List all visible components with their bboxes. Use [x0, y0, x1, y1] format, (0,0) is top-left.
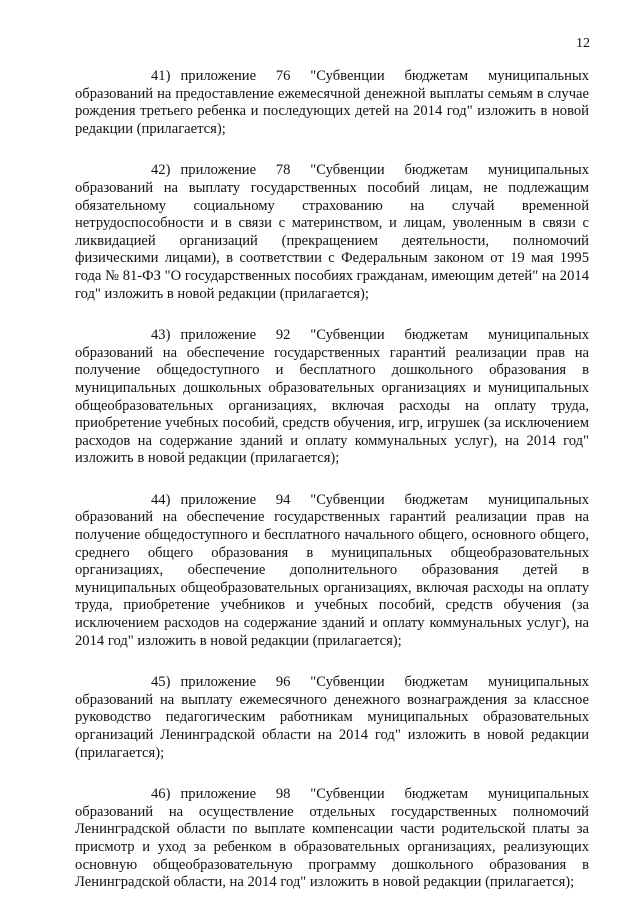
paragraph-text: приложение 92 "Субвенции бюджетам муниципальных образований на обеспечение государственных гарантий реализации прав на получение общедоступного и бесплатного дошкольного образования в муниципальных дошкольных образовательных организациях и муниципальных общеобразовательных организациях, включая расходы на оплату труда, приобретение учебных пособий, средств обучения, игр, игрушек (за исключением расходов на содержание зданий и оплату коммунальных услуг), на 2014 год" изложить в новой редакции (прилагается); [75, 327, 589, 467]
paragraph-item [75, 327, 589, 468]
paragraph-item [75, 68, 589, 138]
paragraph-item [75, 492, 589, 650]
paragraph-item [75, 674, 589, 762]
paragraph-number: 43) [151, 327, 171, 344]
paragraph-item [75, 162, 589, 303]
paragraph-number: 41) [151, 68, 171, 84]
paragraph-number: 42) [151, 162, 171, 179]
paragraph-number: 44) [151, 491, 171, 508]
paragraph-text: приложение 94 "Субвенции бюджетам муниципальных образований на обеспечение государственных гарантий реализации прав на получение общедоступного и бесплатного начального общего, основного общего, среднего общего образования в муниципальных общеобразовательных организациях, обеспечение дополнительного образования детей в муниципальных общеобразовательных организациях, включая расходы на оплату труда, приобретение учебников и учебных пособий, средств обучения (за исключением расходов на содержание зданий и оплату коммунальных услуг), на 2014 год" изложить в новой редакции (прилагается); [75, 491, 589, 649]
document-body [75, 68, 589, 916]
paragraph-number: 46) [151, 786, 171, 803]
paragraph-text: приложение 96 "Субвенции бюджетам муниципальных образований на выплату ежемесячного денежного вознаграждения за классное руководство педагогическим работникам муниципальных образовательных организаций Ленинградской области на 2014 год" изложить в новой редакции (прилагается); [75, 674, 589, 761]
paragraph-text: приложение 78 "Субвенции бюджетам муниципальных образований на выплату государственных пособий лицам, не подлежащим обязательному социальному страхованию на случай временной нетрудоспособности и в связи с материнством, и лицам, уволенным в связи с ликвидацией организаций (прекращением деятельности, полномочий физическими лицами), в соответствии с Федеральным законом от 19 мая 1995 года № 81-ФЗ "О государственных пособиях гражданам, имеющим детей" на 2014 год" изложить в новой редакции (прилагается); [75, 162, 589, 302]
paragraph-text: приложение 76 "Субвенции бюджетам муниципальных образований на предоставление ежемесячной денежной выплаты семьям в случае рождения третьего ребенка и последующих детей на 2014 год" изложить в новой редакции (прилагается); [75, 68, 589, 137]
paragraph-text: приложение 98 "Субвенции бюджетам муниципальных образований на осуществление отдельных государственных полномочий Ленинградской области по выплате компенсации части родительской платы за присмотр и уход за ребенком в образовательных организациях, реализующих основную общеобразовательную программу дошкольного образования в Ленинградской области, на 2014 год" изложить в новой редакции (прилагается); [75, 786, 589, 891]
paragraph-item [75, 786, 589, 892]
page-number: 12 [576, 36, 590, 51]
paragraph-number: 45) [151, 674, 171, 691]
